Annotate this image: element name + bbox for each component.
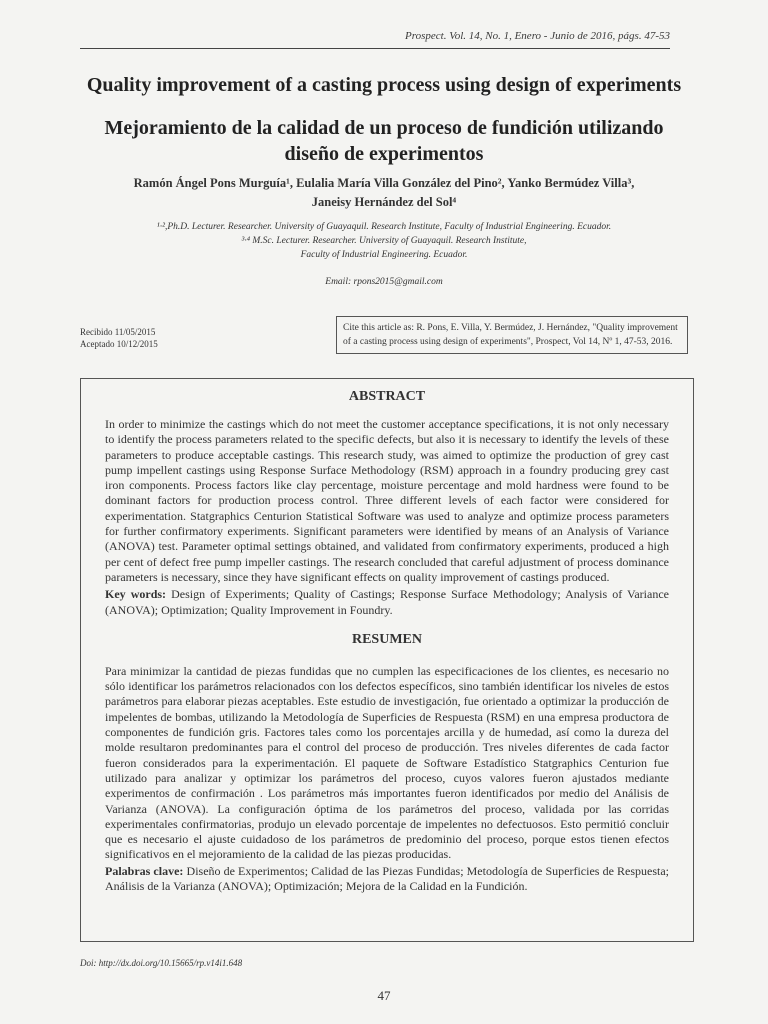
resumen-heading: RESUMEN xyxy=(351,631,422,647)
contact-email[interactable]: Email: rpons2015@gmail.com xyxy=(325,277,443,287)
citation-line1: Cite this article as: R. Pons, E. Villa, Y. Bermúdez, J. Hernández, "Quality improvement xyxy=(343,323,678,333)
resumen-body: Para minimizar la cantidad de piezas fundidas que no cumplen las especificaciones de los clientes, es necesario no sólo identificar los parámetros relacionados con los defectos específicos, sino también identificar los niveles de estos parámetros para elaborar piezas aceptables. Este estudio de investigación, fue orientado a optimizar la producción de impelentes de bombas, utilizando la Metodología de Superficies de Respuesta (RSM) en una empresa productora de componentes de fundición gris. Factores tales como los porcentajes arcilla y de humedad, así como la dureza del molde resultaron predominantes para el control del proceso de producción. Tres niveles diferentes de cada factor fueron considerados para la experimentación. El paquete de Software Estadístico Statgraphics Centurion fue utilizado para analizar y optimizar los parámetros del proceso, cuyos valores fueron ajustados mediante experimentos de confirmación . Los parámetros más importantes fueron identificados por medio del Análisis de Varianza (ANOVA). La configuración óptima de los parámetros del proceso, validada por las corridas experimentales confirmatorias, produjo un elevado porcentaje de impelentes no defectuosos. Esto permitió concluir que es necesario el ajuste cuidadoso de los parámetros de predominio del proceso, porque estos tienen efectos significativos en el mejoramiento de la calidad de las piezas producidas. xyxy=(105,663,669,862)
keywords-text: Design of Experiments; Quality of Castings; Response Surface Methodology; Analysis of Variance (ANOVA); Optimization; Quality Improvement in Foundry. xyxy=(105,587,669,617)
received-date: Recibido 11/05/2015 xyxy=(80,327,156,337)
keywords-label: Key words: xyxy=(105,587,167,602)
abstract-keywords xyxy=(105,587,669,618)
article-dates xyxy=(80,326,158,350)
affiliations xyxy=(100,220,668,262)
doi-link[interactable]: Doi: http://dx.doi.org/10.15665/rp.v14i1.648 xyxy=(80,958,243,968)
title-spanish-line1: Mejoramiento de la calidad de un proceso de fundición utilizando xyxy=(104,117,664,139)
affiliation-line: ¹·²,Ph.D. Lecturer. Researcher. University of Guayaquil. Research Institute, Faculty of Industrial Engineering. Ecuador. xyxy=(156,222,612,232)
abstract-box xyxy=(80,378,694,942)
affiliation-line: Faculty of Industrial Engineering. Ecuador. xyxy=(300,250,468,260)
title-english: Quality improvement of a casting process using design of experiments xyxy=(86,74,682,96)
authors-line2: Janeisy Hernández del Sol⁴ xyxy=(311,195,457,209)
citation-box xyxy=(336,316,688,354)
page-number: 47 xyxy=(377,988,391,1003)
citation-line2: of a casting process using design of experiments", Prospect, Vol 14, Nº 1, 47-53, 2016. xyxy=(343,337,673,347)
accepted-date: Aceptado 10/12/2015 xyxy=(80,339,158,349)
journal-reference: Prospect. Vol. 14, No. 1, Enero - Junio de 2016, págs. 47-53 xyxy=(405,30,670,42)
abstract-body: In order to minimize the castings which do not meet the customer acceptance specifications, it is not only necessary to identify the process parameters related to the specific defects, but also it is necessary to identify the levels of these parameters to produce acceptable castings. This research study, was aimed to optimize the production of grey cast pump impellent castings using Response Surface Methodology (RSM) approach in a foundry producing grey cast iron components. Process factors like clay percentage, moisture percentage and mold hardness were found to be dominant factors for production process control. Three different levels of each factor were considered for experimentation. Statgraphics Centurion Statistical Software was used to analyze and optimize process parameters for further confirmatory experiments. Significant parameters were identified by means of an Analysis of Variance (ANOVA) test. Parameter optimal settings obtained, and validated from confirmatory experiments, produced a high per cent of defect free pump impeller castings. The research concluded that careful adjustment of process dominance parameters is necessary, since they have significant effects on quality improvement of castings produced. xyxy=(105,417,669,584)
authors xyxy=(80,174,688,212)
title-spanish xyxy=(80,115,688,167)
abstract-heading: ABSTRACT xyxy=(348,389,426,404)
header-rule xyxy=(80,48,670,49)
resumen-keywords xyxy=(105,864,669,895)
affiliation-line: ³·⁴ M.Sc. Lecturer. Researcher. University of Guayaquil. Research Institute, xyxy=(241,236,527,246)
palabras-clave-label: Palabras clave: xyxy=(105,863,184,878)
title-spanish-line2: diseño de experimentos xyxy=(284,143,484,165)
palabras-clave-text: Diseño de Experimentos; Calidad de las Piezas Fundidas; Metodología de Superficies de Respuesta; Análisis de la Varianza (ANOVA); Optimización; Mejora de la Calidad en la Fundición. xyxy=(105,863,669,894)
authors-line1: Ramón Ángel Pons Murguía¹, Eulalia María Villa González del Pino², Yanko Bermúdez Villa³, xyxy=(133,176,635,190)
